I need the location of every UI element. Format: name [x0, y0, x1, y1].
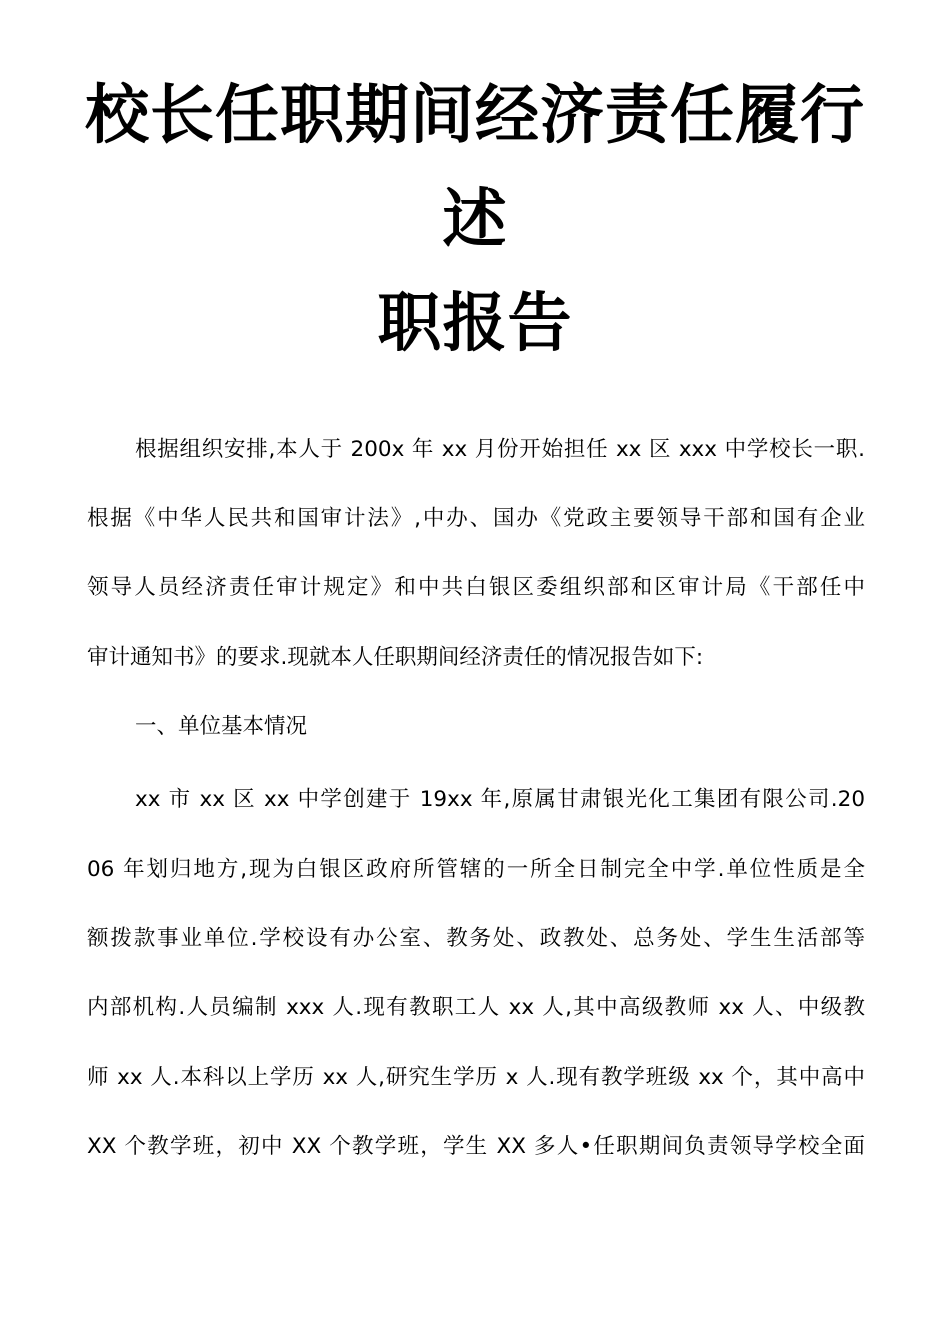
body-line-9: 内部机构.人员编制 xxx 人.现有教职工人 xx 人,其中高级教师 xx 人、中级教	[87, 995, 865, 1020]
body-line-1: 根据组织安排,本人于 200x 年 xx 月份开始担任 xx 区 xxx 中学校长一职.	[135, 437, 865, 462]
body-line-6: xx 市 xx 区 xx 中学创建于 19xx 年,原属甘肃银光化工集团有限公司.20	[135, 787, 865, 812]
body-line-2: 根据《中华人民共和国审计法》,中办、国办《党政主要领导干部和国有企业	[87, 506, 865, 531]
body-line-11: XX 个教学班，初中 XX 个教学班，学生 XX 多人•任职期间负责领导学校全面	[87, 1134, 865, 1159]
document-title-line-1: 校长任职期间经济责任履行	[85, 79, 865, 153]
body-line-8: 额拨款事业单位.学校设有办公室、教务处、政教处、总务处、学生生活部等	[87, 926, 865, 951]
document-title-line-2: 述	[442, 183, 508, 257]
body-line-3: 领导人员经济责任审计规定》和中共白银区委组织部和区审计局《干部任中	[87, 575, 865, 600]
body-line-4: 审计通知书》的要求.现就本人任职期间经济责任的情况报告如下:	[87, 645, 704, 670]
body-line-7: 06 年划归地方,现为白银区政府所管辖的一所全日制完全中学.单位性质是全	[87, 857, 865, 882]
body-line-10: 师 xx 人.本科以上学历 xx 人,研究生学历 x 人.现有教学班级 xx 个，其中高中	[87, 1065, 865, 1090]
document-title-line-3: 职报告	[377, 287, 573, 361]
section-heading: 一、单位基本情况	[135, 714, 308, 739]
